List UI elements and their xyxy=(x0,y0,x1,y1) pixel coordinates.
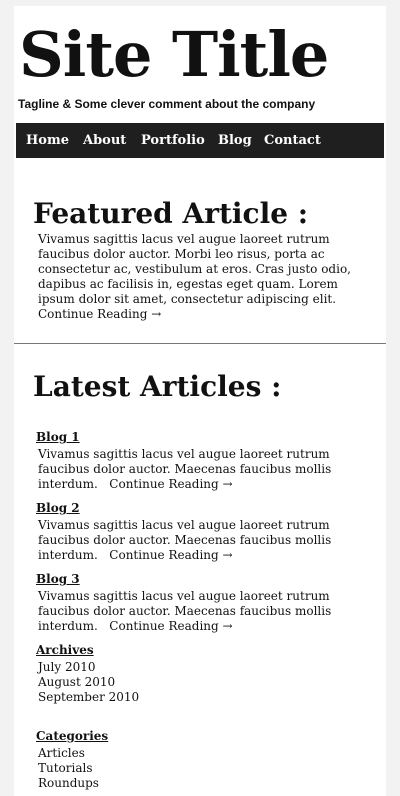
featured-continue-reading-link[interactable]: Continue Reading → xyxy=(38,307,162,321)
blog-post-title-1[interactable]: Blog 1 xyxy=(36,430,80,444)
main-navigation xyxy=(16,123,384,158)
blog-post-3 xyxy=(38,589,368,634)
blog-post-1 xyxy=(38,447,368,492)
archive-link-august-2010[interactable]: August 2010 xyxy=(38,675,116,689)
site-title[interactable]: Site Title xyxy=(19,18,329,91)
section-divider xyxy=(14,343,386,344)
featured-article-heading: Featured Article : xyxy=(33,197,309,230)
archives-heading: Archives xyxy=(36,643,94,657)
nav-item-portfolio[interactable]: Portfolio xyxy=(141,133,205,148)
site-tagline: Tagline & Some clever comment about the company xyxy=(18,97,316,111)
blog-post-3-continue-reading-link[interactable]: Continue Reading → xyxy=(109,619,233,633)
latest-articles-heading: Latest Articles : xyxy=(33,370,282,403)
categories-heading: Categories xyxy=(36,729,109,743)
blog-post-2-continue-reading-link[interactable]: Continue Reading → xyxy=(109,548,233,562)
blog-post-1-continue-reading-link[interactable]: Continue Reading → xyxy=(109,477,233,491)
nav-item-blog[interactable]: Blog xyxy=(218,133,252,148)
blog-post-text-3: Vivamus sagittis lacus vel augue laoreet rutrum faucibus dolor auctor. Maecenas faucibus mollis interdum. xyxy=(38,589,332,633)
blog-post-title-2[interactable]: Blog 2 xyxy=(36,501,80,515)
categories-list xyxy=(38,746,99,791)
category-link-articles[interactable]: Articles xyxy=(38,746,85,760)
nav-item-contact[interactable]: Contact xyxy=(264,133,321,148)
featured-article-section xyxy=(14,158,386,343)
page-container xyxy=(14,6,386,796)
category-link-tutorials[interactable]: Tutorials xyxy=(38,761,93,775)
blog-post-text-2: Vivamus sagittis lacus vel augue laoreet rutrum faucibus dolor auctor. Maecenas faucibus mollis interdum. xyxy=(38,518,332,562)
blog-post-2 xyxy=(38,518,368,563)
blog-post-title-3[interactable]: Blog 3 xyxy=(36,572,80,586)
blog-post-text-1: Vivamus sagittis lacus vel augue laoreet rutrum faucibus dolor auctor. Maecenas faucibus mollis interdum. xyxy=(38,447,332,491)
nav-item-home[interactable]: Home xyxy=(26,133,69,148)
nav-item-about[interactable]: About xyxy=(83,133,127,148)
archive-link-september-2010[interactable]: September 2010 xyxy=(38,690,140,704)
archives-list xyxy=(38,660,139,705)
featured-article-body xyxy=(38,232,378,322)
archive-link-july-2010[interactable]: July 2010 xyxy=(38,660,96,674)
featured-article-text: Vivamus sagittis lacus vel augue laoreet rutrum faucibus dolor auctor. Morbi leo risus, porta ac consectetur ac, vestibulum at eros. Cras justo odio, dapibus ac facilisis in, egestas eget quam. Lorem ipsum dolor sit amet, consectetur adipiscing elit. xyxy=(38,232,351,306)
category-link-roundups[interactable]: Roundups xyxy=(38,776,99,790)
